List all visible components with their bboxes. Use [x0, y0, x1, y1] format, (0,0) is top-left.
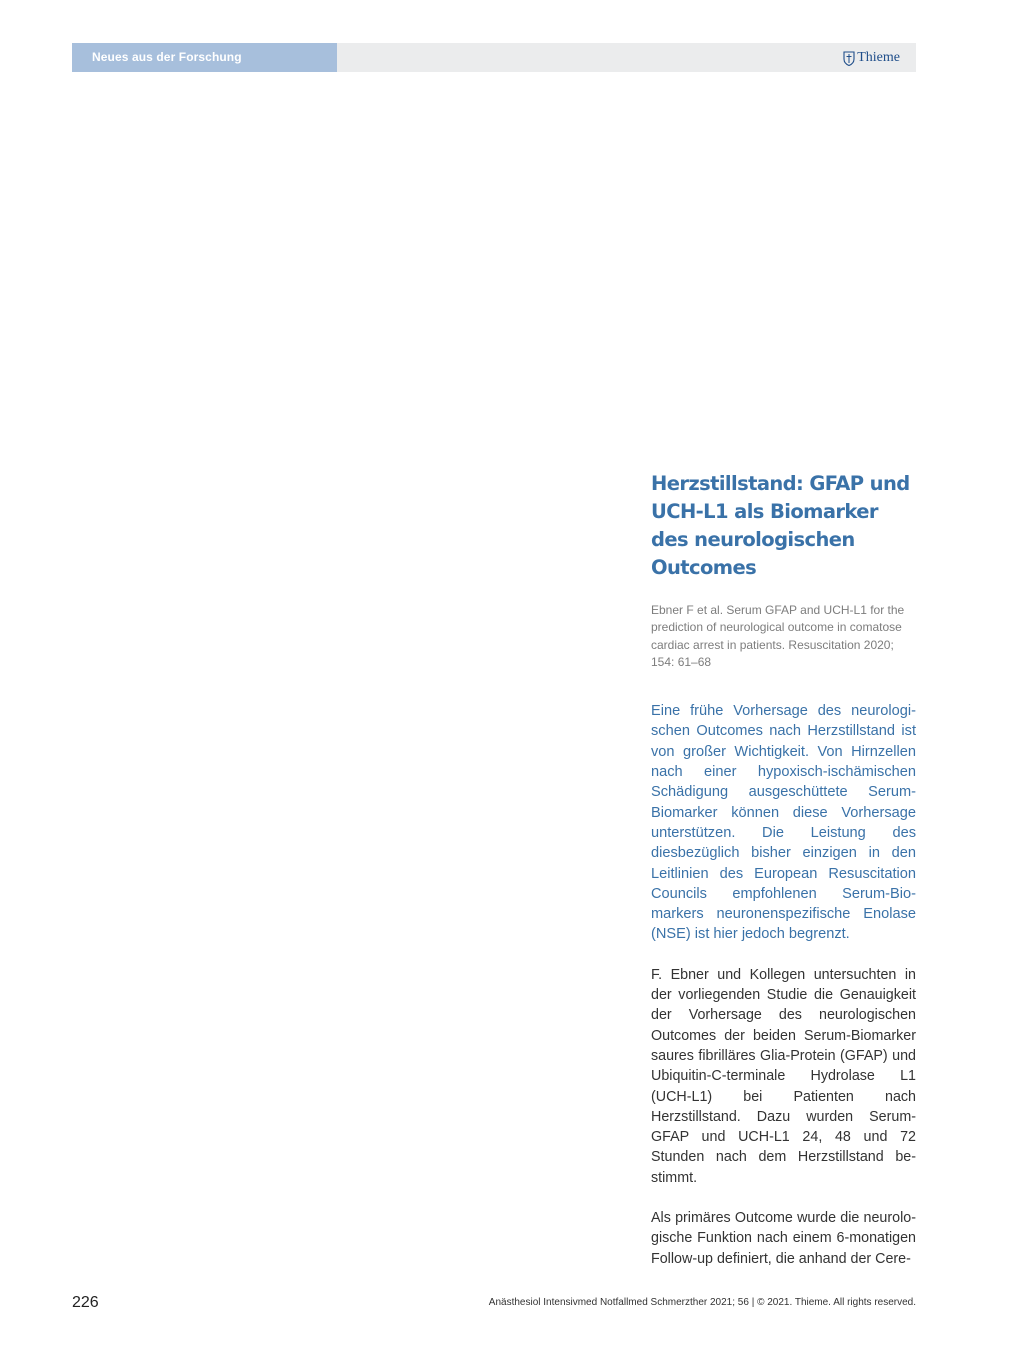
article-paragraph: Als primäres Outcome wurde die neurologische Funktion nach einem 6-monatigen Follow-up definiert, die anhand der Cere- — [651, 1210, 916, 1267]
page-number: 226 — [72, 1294, 99, 1311]
publisher-name: Thieme — [857, 50, 900, 65]
journal-footer: Anästhesiol Intensivmed Notfallmed Schmerzther 2021; 56 | © 2021. Thieme. All rights reserved. — [488, 1297, 916, 1308]
section-label: Neues aus der Forschung — [92, 50, 242, 64]
thieme-shield-icon — [843, 51, 855, 66]
publisher-logo — [843, 49, 900, 67]
article — [651, 470, 916, 1269]
article-citation: Ebner F et al. Serum GFAP and UCH-L1 for the prediction of neurological outcome in comatose cardiac arrest in patients. Resuscitation 2020; 154: 61–68 — [651, 603, 905, 669]
article-lead: Eine frühe Vorhersage des neurologischen Outcomes nach Herzstillstand ist von großer Wichtigkeit. Von Hirnzellen nach einer hypoxisch-ischämischen Schädigung ausgeschüttete Serum-Biomarker können diese Vorhersage unterstützen. Die Leistung des diesbezüglich bisher einzigen in den Leitlinien des European Resuscitation Councils empfohlenen Serum-Biomarkers neuronenspezifische Enolase (NSE) ist hier jedoch begrenzt. — [651, 703, 916, 943]
article-paragraph: F. Ebner und Kollegen untersuchten in der vorliegenden Studie die Genauigkeit der Vorhersage des neurologischen Outcomes der beiden Serum-Biomarker saures fibrilläres Glia-Protein (GFAP) und Ubiquitin-C-terminale Hydrolase L1 (UCH-L1) bei Patienten nach Herzstillstand. Dazu wurden Serum-GFAP und UCH-L1 24, 48 und 72 Stunden nach dem Herzstillstand bestimmt. — [651, 966, 916, 1186]
article-title: Herzstillstand: GFAP und UCH-L1 als Biomarker des neurologischen Outcomes — [651, 472, 910, 579]
section-header-bar — [72, 43, 916, 72]
section-tab — [72, 43, 337, 72]
